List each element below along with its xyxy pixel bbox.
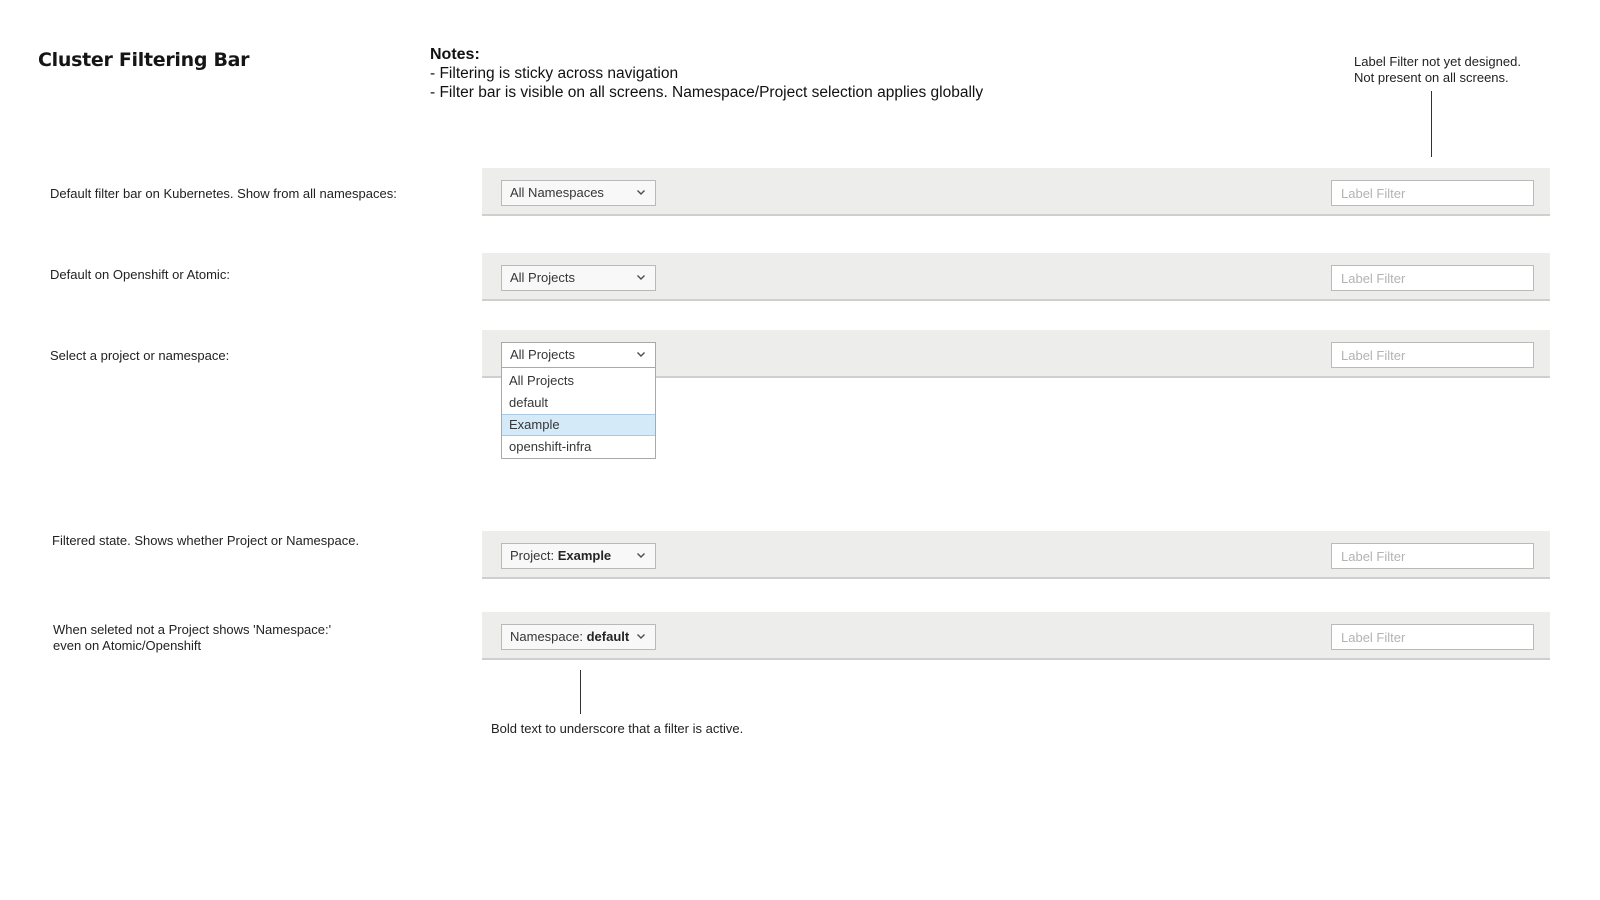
annotation-line: Label Filter not yet designed. xyxy=(1354,54,1521,69)
row-description: Default filter bar on Kubernetes. Show from all namespaces: xyxy=(50,186,397,201)
label-filter-input[interactable] xyxy=(1331,342,1534,368)
dropdown-label: Project: xyxy=(510,548,558,563)
row-description: Select a project or namespace: xyxy=(50,348,230,363)
project-dropdown[interactable] xyxy=(501,265,656,291)
row-description xyxy=(53,622,331,654)
page-title: Cluster Filtering Bar xyxy=(38,49,250,71)
project-dropdown[interactable] xyxy=(501,543,656,569)
notes-line: - Filter bar is visible on all screens. Namespace/Project selection applies globally xyxy=(430,84,984,101)
notes-line: - Filtering is sticky across navigation xyxy=(430,65,679,82)
label-filter-annotation xyxy=(1354,54,1521,86)
notes xyxy=(430,45,983,102)
filter-bar xyxy=(482,253,1550,301)
chevron-down-icon xyxy=(635,186,647,198)
menu-item-default[interactable]: default xyxy=(509,395,549,410)
label-filter-input[interactable] xyxy=(1331,543,1534,569)
project-dropdown[interactable] xyxy=(501,342,656,368)
menu-item-openshift-infra[interactable]: openshift-infra xyxy=(509,439,592,454)
dropdown-label: All Namespaces xyxy=(510,185,604,200)
dropdown-value: Example xyxy=(557,548,612,563)
project-dropdown-menu xyxy=(501,368,656,459)
callout-line xyxy=(580,670,581,714)
row-description: Default on Openshift or Atomic: xyxy=(50,267,230,282)
bold-text-annotation: Bold text to underscore that a filter is active. xyxy=(491,721,744,736)
filter-bar xyxy=(482,168,1550,216)
filter-bar xyxy=(482,612,1550,660)
dropdown-value: default xyxy=(586,629,630,644)
filter-bar xyxy=(482,531,1550,579)
chevron-down-icon xyxy=(635,630,647,642)
namespace-dropdown[interactable] xyxy=(501,180,656,206)
callout-line xyxy=(1431,91,1432,157)
dropdown-label: Namespace: xyxy=(510,629,587,644)
dropdown-label: All Projects xyxy=(510,347,576,362)
label-filter-input[interactable] xyxy=(1331,265,1534,291)
menu-item-all-projects[interactable]: All Projects xyxy=(509,373,575,388)
description-line: even on Atomic/Openshift xyxy=(53,638,202,653)
chevron-down-icon xyxy=(635,549,647,561)
chevron-down-icon xyxy=(635,271,647,283)
description-line: When seleted not a Project shows 'Namespace:' xyxy=(53,622,332,637)
dropdown-label: All Projects xyxy=(510,270,576,285)
namespace-dropdown[interactable] xyxy=(501,624,656,650)
chevron-down-icon xyxy=(635,348,647,360)
row-description: Filtered state. Shows whether Project or Namespace. xyxy=(52,533,360,548)
annotation-line: Not present on all screens. xyxy=(1354,70,1509,85)
label-filter-input[interactable] xyxy=(1331,180,1534,206)
menu-item-example[interactable]: Example xyxy=(502,414,655,436)
label-filter-input[interactable] xyxy=(1331,624,1534,650)
notes-heading: Notes: xyxy=(430,46,480,63)
